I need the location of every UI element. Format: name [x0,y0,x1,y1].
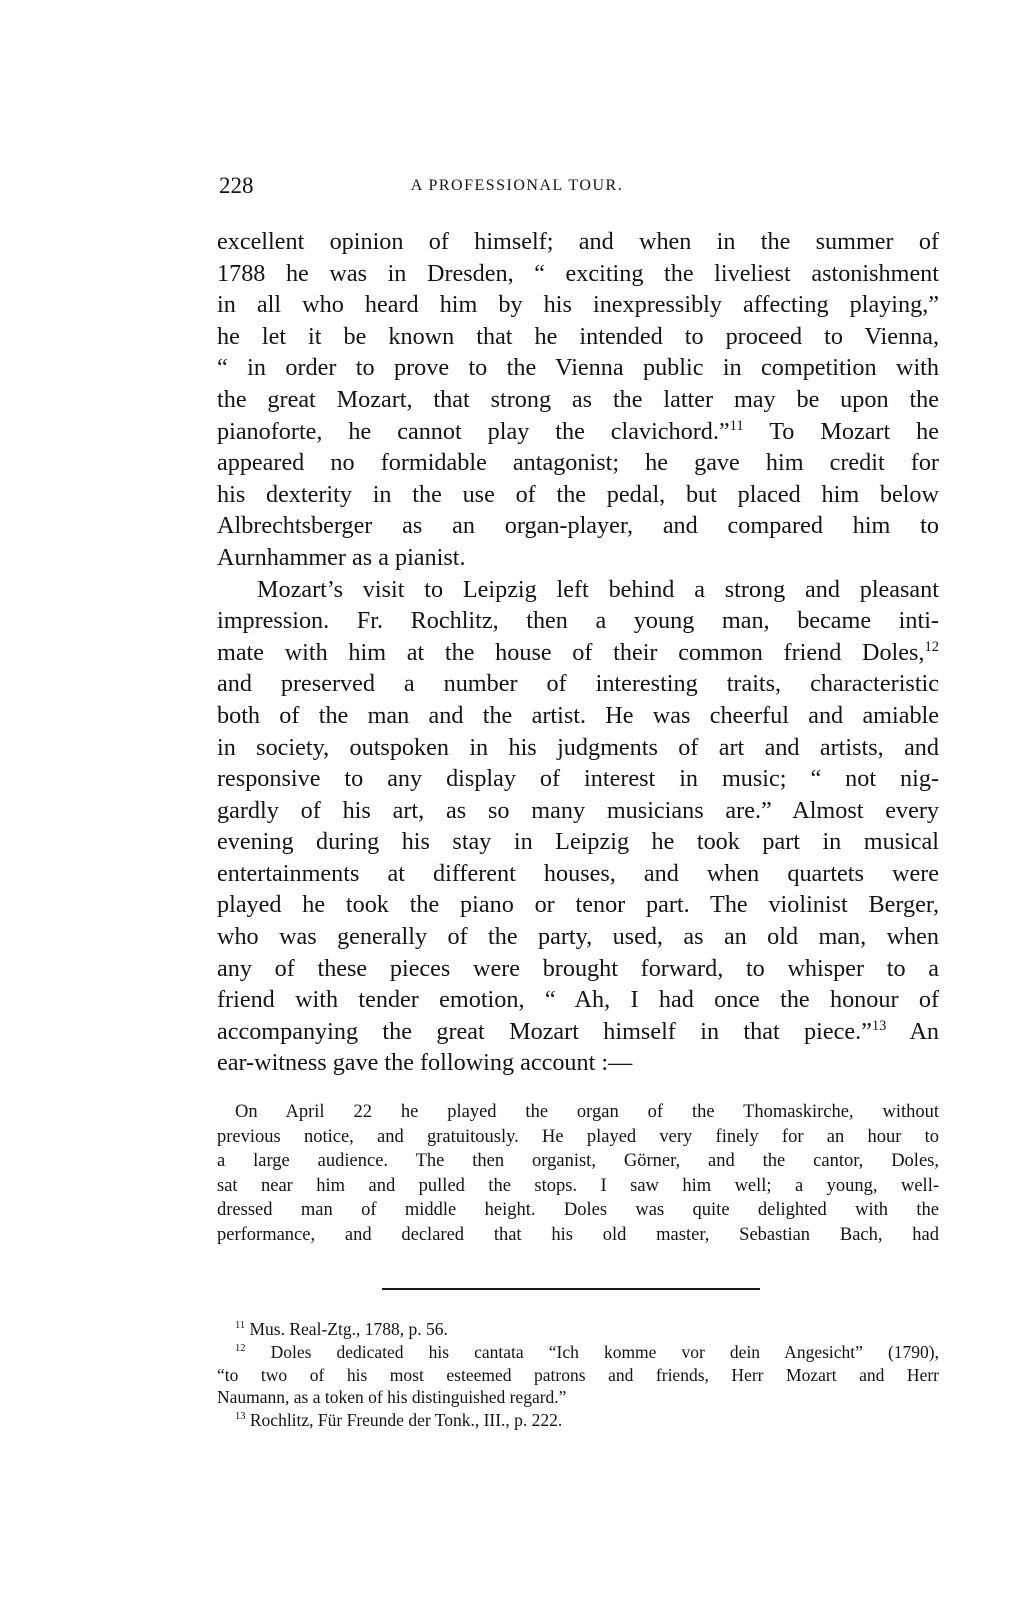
text-line: his dexterity in the use of the pedal, but placed him below [217,480,939,508]
footnote-13 [217,1409,939,1432]
text-line: in society, outspoken in his judgments of art and artists, and [217,733,939,761]
text-line [217,416,939,448]
text-line: 1788 he was in Dresden, “ exciting the liveliest astonishment [217,259,939,287]
text-segment: An [909,1017,939,1045]
text-line: Mozart’s visit to Leipzig left behind a strong and pleasant [257,575,939,603]
paragraph-2 [217,574,939,1080]
page-number: 228 [219,173,254,198]
text-line: and preserved a number of interesting traits, characteristic [217,670,939,698]
footnote-number: 11 [235,1320,246,1332]
footnote-text: Rochlitz, Für Freunde der Tonk., III., p. 222. [249,1410,563,1431]
text-line: both of the man and the artist. He was cheerful and amiable [217,701,939,729]
quote-line: previous notice, and gratuitously. He played very finely for an hour to [217,1126,939,1147]
text-line: friend with tender emotion, “ Ah, I had once the honour of [217,986,939,1014]
block-quote [217,1100,939,1248]
footnote-divider [382,1288,760,1290]
main-text [217,226,939,1079]
running-head [217,173,939,203]
text-line: played he took the piano or tenor part. The violinist Berger, [217,891,939,919]
text-segment: mate with him at the house of their common friend Doles, [217,638,925,666]
text-segment: pianoforte, he cannot play the clavichord.” [217,417,730,445]
text-line: evening during his stay in Leipzig he took part in musical [217,828,939,856]
text-line: the great Mozart, that strong as the latter may be upon the [217,385,939,413]
footnote-12 [217,1341,939,1364]
text-line: in all who heard him by his inexpressibly affecting playing,” [217,291,939,319]
footnote-11 [217,1318,939,1341]
text-segment: accompanying the great Mozart himself in that piece.” [217,1017,872,1045]
text-line: excellent opinion of himself; and when in the summer of [217,228,939,255]
quote-line: performance, and declared that his old master, Sebastian Bach, had [217,1224,939,1245]
footnote-12-line-2: “to two of his most esteemed patrons and friends, Herr Mozart and Herr [217,1364,939,1385]
text-line [217,1016,939,1048]
footnote-number: 12 [235,1342,246,1354]
footnote-ref-12: 12 [924,638,939,655]
footnote-number: 13 [235,1411,246,1423]
text-line: “ in order to prove to the Vienna public in competition with [217,354,939,382]
text-line: Albrechtsberger as an organ-player, and compared him to [217,512,939,540]
text-line: ear-witness gave the following account :— [217,1049,633,1077]
footnote-ref-13: 13 [871,1017,887,1034]
footnote-text: Doles dedicated his cantata “Ich komme vor dein Angesicht” (1790), [270,1341,940,1362]
quote-line: On April 22 he played the organ of the Thomaskirche, without [235,1102,939,1122]
quote-line: sat near him and pulled the stops. I saw him well; a young, well- [217,1175,939,1196]
quote-line: dressed man of middle height. Doles was quite delighted with the [217,1200,939,1221]
text-line: responsive to any display of interest in music; “ not nig- [217,765,939,793]
running-head-title: A PROFESSIONAL TOUR. [410,177,624,194]
text-line: entertainments at different houses, and when quartets were [217,859,939,887]
text-segment: To Mozart he [769,417,940,445]
paragraph-1 [217,226,939,574]
quote-line: a large audience. The then organist, Görner, and the cantor, Doles, [217,1151,939,1172]
text-line: appeared no formidable antagonist; he gave him credit for [217,449,939,477]
text-line: who was generally of the party, used, as an old man, when [217,923,939,951]
text-line [217,637,939,669]
text-line: he let it be known that he intended to proceed to Vienna, [217,322,939,350]
text-line: impression. Fr. Rochlitz, then a young man, became inti- [217,607,939,635]
book-page [217,0,939,1600]
text-line: Aurnhammer as a pianist. [217,543,466,571]
footnote-text: Mus. Real-Ztg., 1788, p. 56. [249,1319,448,1339]
footnote-ref-11: 11 [729,417,744,434]
text-line: any of these pieces were brought forward, to whisper to a [217,954,939,982]
footnotes [217,1318,939,1432]
text-line: gardly of his art, as so many musicians are.” Almost every [217,796,939,824]
footnote-12-line-3: Naumann, as a token of his distinguished regard.” [217,1387,567,1408]
